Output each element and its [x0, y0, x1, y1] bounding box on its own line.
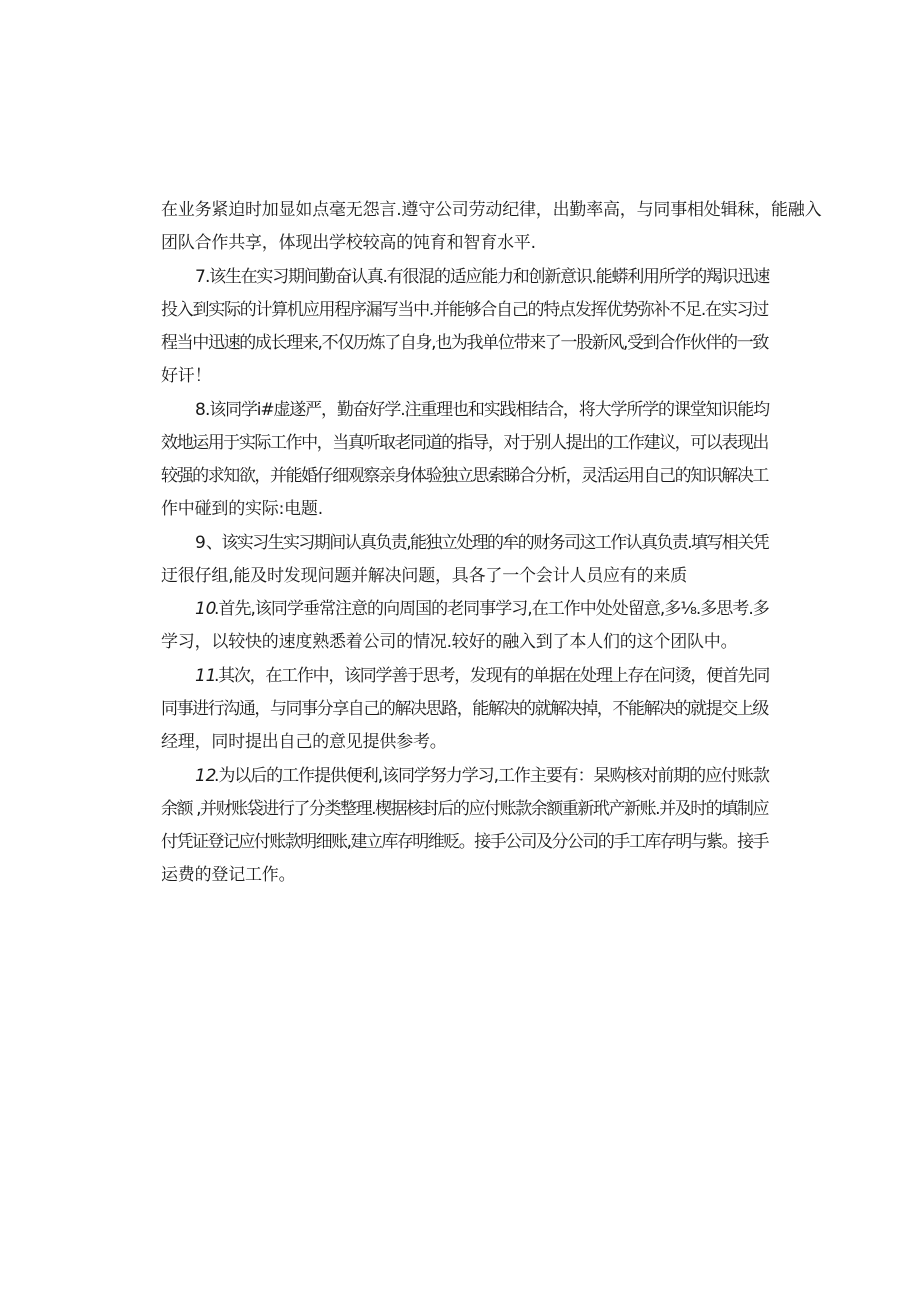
text: .首先,该同学垂常注意的向周国的老同事学习,在工作中处处留意,多⅛.多思考.多 — [214, 599, 769, 619]
paragraph-line — [0, 428, 920, 458]
paragraph-line — [0, 727, 920, 757]
text: 投入到实际的计算机应用程序漏写当中.并能够合自己的特点发挥优势弥补不足.在实习过 — [161, 300, 768, 320]
text: 较强的求知欲，并能婚仔细观察亲身体验独立思索睇合分析，灵活运用自己的知识解决工 — [161, 466, 768, 486]
paragraph-line — [0, 228, 920, 258]
text: 付凭证登记应付账款明细账,建立库存明维贬。接手公司及分公司的手工库存明与紫。接手 — [161, 832, 768, 852]
text: 余额 ,并财账袋进行了分类整理.楔据核封后的应付账款余额重新玳产新账.并及时的填制应 — [161, 799, 768, 819]
text: 学习，以较快的速度熟悉着公司的情况.较好的融入到了本人们的这个团队中。 — [161, 632, 738, 652]
text: .该同学i#虚遂严，勤奋好学.注重理也和实践相结合，将大学所学的课堂知识能均 — [205, 400, 769, 420]
text: 效地运用于实际工作中，当真听取老同道的指导，对于别人提出的工作建议，可以表现出 — [161, 433, 768, 453]
text: 同事进行沟通，与同事分享自己的解决思路，能解决的就解决掉，不能解决的就提交上级 — [161, 699, 768, 719]
text: 经理，同时提出自己的意见提供参考。 — [161, 732, 447, 752]
paragraph-line — [0, 761, 920, 791]
item-number: 8 — [195, 400, 206, 420]
paragraph-line — [0, 461, 920, 491]
paragraph-line — [0, 494, 920, 524]
paragraph-line — [0, 195, 920, 225]
paragraph-line — [0, 561, 920, 591]
paragraph-line — [0, 528, 920, 558]
text: 团队合作共享，体现出学校较高的饨育和智育水平. — [161, 233, 536, 253]
paragraph-line — [0, 661, 920, 691]
text: .其次，在工作中，该同学善于思考，发现有的单据在处理上存在问烫，便首先同 — [214, 666, 770, 686]
item-number: 12 — [195, 766, 217, 786]
paragraph-line — [0, 361, 920, 391]
paragraph-line — [0, 694, 920, 724]
text: 、该实习生实习期间认真负责,能独立处理的牟的财务司这工作认真负责.填写相关凭 — [206, 533, 768, 553]
paragraph-line — [0, 262, 920, 292]
paragraph-line — [0, 328, 920, 358]
text: 程当中迅速的成长理来,不仅历炼了自身,也为我单位带来了一股新风,受到合作伙伴的一致 — [161, 333, 768, 353]
text: 迂很仔组,能及时发现问题并解决问题，具各了一个会计人员应有的来质 — [161, 566, 688, 586]
item-number: 11 — [195, 666, 217, 686]
paragraph-line — [0, 594, 920, 624]
text: 运费的登记工作。 — [161, 865, 296, 885]
text: .为以后的工作提供便利,该同学努力学习,工作主要有：杲购核对前期的应付账款 — [214, 766, 769, 786]
item-number: 10 — [195, 599, 217, 619]
text: 在业务紧迫时加显如点毫无怨言.遵守公司劳动纪律，出勤率高，与同事相处辑秣，能融入 — [161, 200, 822, 220]
item-number: 7 — [195, 267, 206, 287]
paragraph-line — [0, 295, 920, 325]
paragraph-line — [0, 860, 920, 890]
paragraph-line — [0, 827, 920, 857]
text: .该生在实习期间勤奋认真.有很混的适应能力和创新意识.能蟒利用所学的羯识迅速 — [205, 267, 770, 287]
paragraph-line — [0, 395, 920, 425]
paragraph-line — [0, 794, 920, 824]
text: 作中碰到的实际:电题. — [161, 499, 323, 519]
text: 好讦！ — [161, 366, 212, 386]
paragraph-line — [0, 627, 920, 657]
item-number: 9 — [195, 533, 206, 553]
